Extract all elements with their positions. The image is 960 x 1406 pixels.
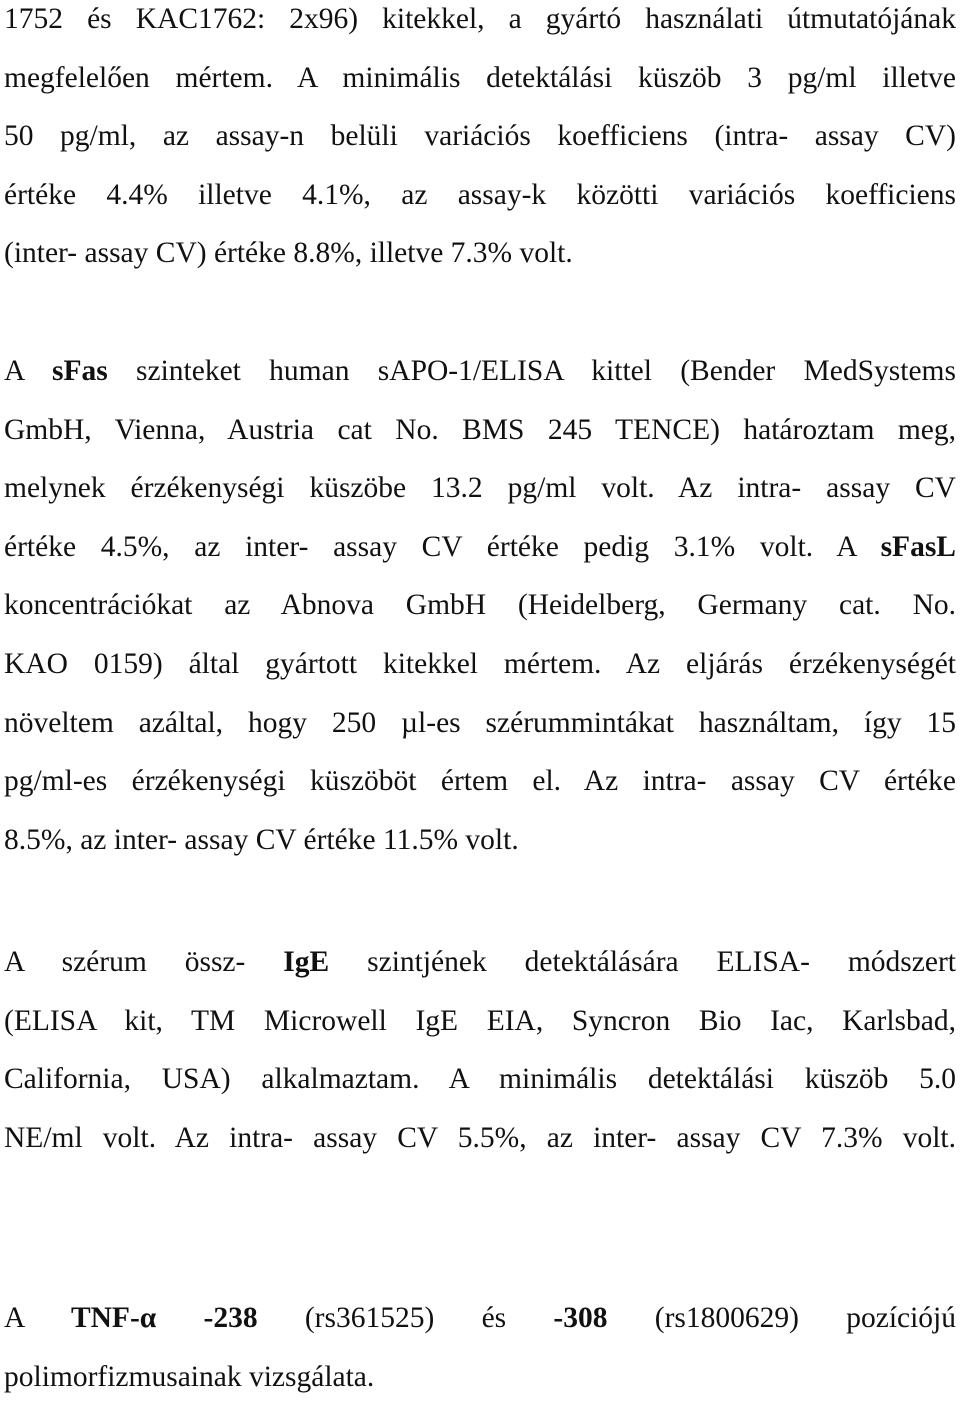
text-segment [156, 1302, 203, 1334]
text-line: KAO 0159) által gyártott kitekkel mértem. Az eljárás érzékenységét [4, 647, 956, 680]
text-line: 8.5%, az inter- assay CV értéke 11.5% volt. [4, 823, 519, 856]
bold-term: sFasL [880, 530, 956, 563]
bold-term: TNF-α [70, 1302, 157, 1334]
text-segment: szinteket human sAPO-1/ELISA kittel (Bender MedSystems [107, 355, 956, 387]
text-line: megfelelően mértem. A minimális detektálási küszöb 3 pg/ml illetve [4, 61, 956, 94]
text-line: értéke 4.4% illetve 4.1%, az assay-k közötti variációs koefficiens [4, 178, 956, 211]
paragraph-2 [4, 342, 956, 869]
text-segment: A [4, 1302, 71, 1334]
text-line: (inter- assay CV) értéke 8.8%, illetve 7.3% volt. [4, 237, 573, 270]
text-segment: (rs361525) és [257, 1302, 554, 1334]
text-segment: (rs1800629) pozíciójú [607, 1302, 956, 1334]
text-line [4, 342, 956, 401]
text-line: 1752 és KAC1762: 2x96) kitekkel, a gyártó használati útmutatójának [4, 3, 956, 35]
section-heading-line: polimorfizmusainak vizsgálata. [4, 1360, 375, 1393]
bold-term: sFas [51, 355, 108, 387]
text-line: NE/ml volt. Az intra- assay CV 5.5%, az inter- assay CV 7.3% volt. [4, 1121, 956, 1154]
paragraph-4 [4, 1289, 956, 1406]
text-line: melynek érzékenységi küszöbe 13.2 pg/ml volt. Az intra- assay CV [4, 472, 956, 505]
bold-term: -238 [203, 1302, 258, 1334]
text-line [4, 933, 956, 992]
text-line: 50 pg/ml, az assay-n belüli variációs koefficiens (intra- assay CV) [4, 120, 956, 153]
text-segment: A szérum össz- [4, 946, 284, 978]
text-segment: értéke 4.5%, az inter- assay CV értéke pedig 3.1% volt. A [4, 530, 881, 563]
paragraph-1 [4, 0, 956, 283]
text-segment: A [4, 355, 52, 387]
text-line: növeltem azáltal, hogy 250 µl-es szérummintákat használtam, így 15 [4, 706, 956, 739]
paragraph-3 [4, 933, 956, 1167]
section-heading-line [4, 1289, 956, 1348]
text-line: pg/ml-es érzékenységi küszöböt értem el. Az intra- assay CV értéke [4, 765, 956, 798]
text-line: (ELISA kit, TM Microwell IgE EIA, Syncron Bio Iac, Karlsbad, [4, 1004, 956, 1037]
bold-term: -308 [553, 1302, 608, 1334]
text-line [4, 518, 956, 577]
text-line: California, USA) alkalmaztam. A minimális detektálási küszöb 5.0 [4, 1063, 956, 1096]
text-line: GmbH, Vienna, Austria cat No. BMS 245 TENCE) határoztam meg, [4, 413, 956, 446]
text-segment: szintjének detektálására ELISA- módszert [329, 946, 956, 978]
text-line: koncentrációkat az Abnova GmbH (Heidelberg, Germany cat. No. [4, 589, 956, 622]
bold-term: IgE [283, 946, 330, 978]
